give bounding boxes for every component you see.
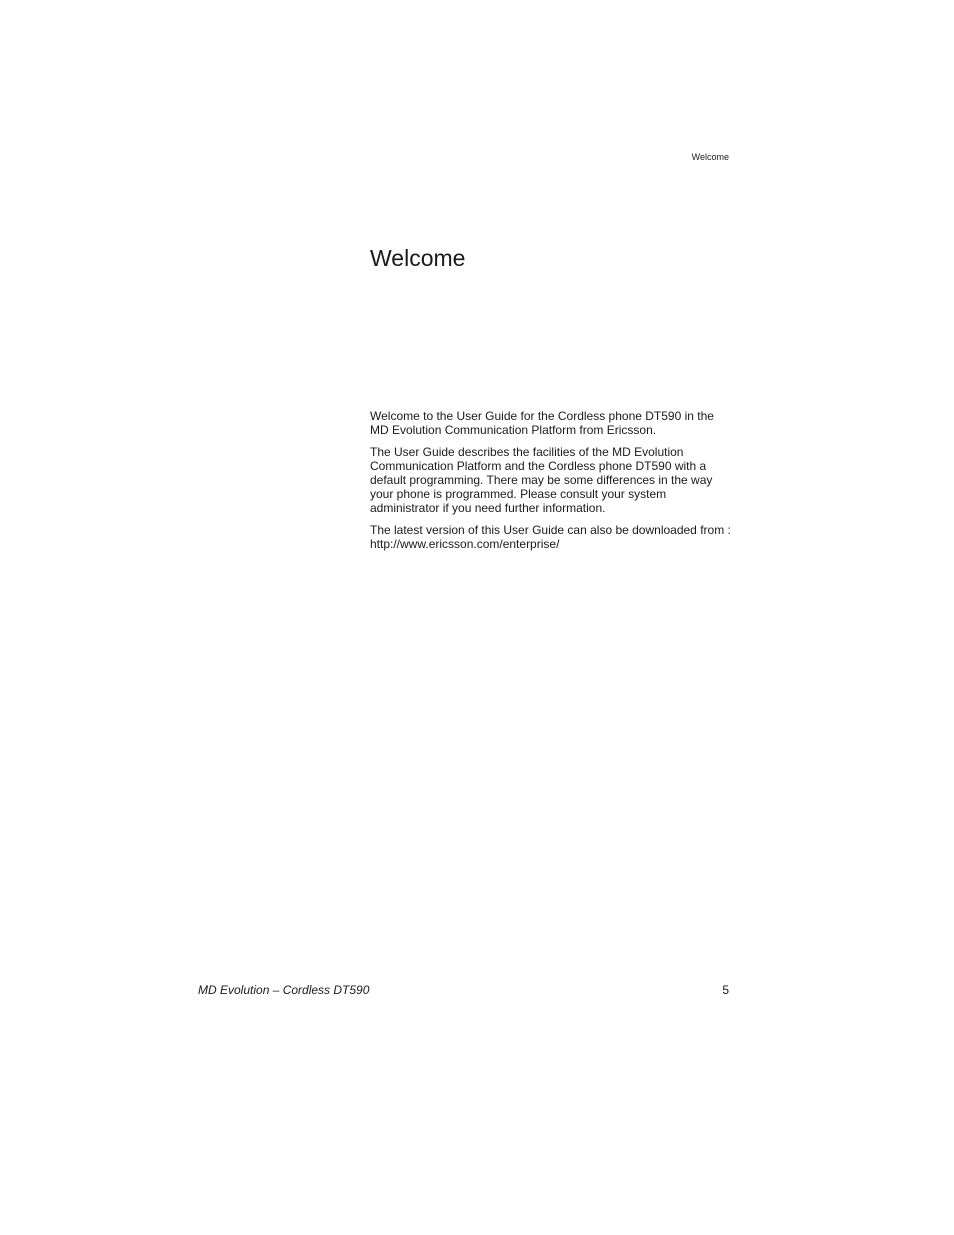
running-header: Welcome bbox=[691, 152, 729, 162]
intro-paragraph: Welcome to the User Guide for the Cordless phone DT590 in the MD Evolution Communication Platform from Ericsson. bbox=[370, 409, 714, 437]
footer-document-title: MD Evolution – Cordless DT590 bbox=[198, 983, 370, 997]
description-paragraph: The User Guide describes the facilities of the MD Evolution Communication Platform and the Cordless phone DT590 with a default programming. There may be some differences in the way your phone is programmed. Please consult your system administrator if you need further information. bbox=[370, 445, 713, 515]
body-text bbox=[370, 409, 735, 559]
page-title: Welcome bbox=[370, 245, 466, 271]
footer-page-number: 5 bbox=[722, 983, 729, 997]
download-paragraph: The latest version of this User Guide can also be downloaded from : http://www.ericsson.com/enterprise/ bbox=[370, 523, 731, 551]
